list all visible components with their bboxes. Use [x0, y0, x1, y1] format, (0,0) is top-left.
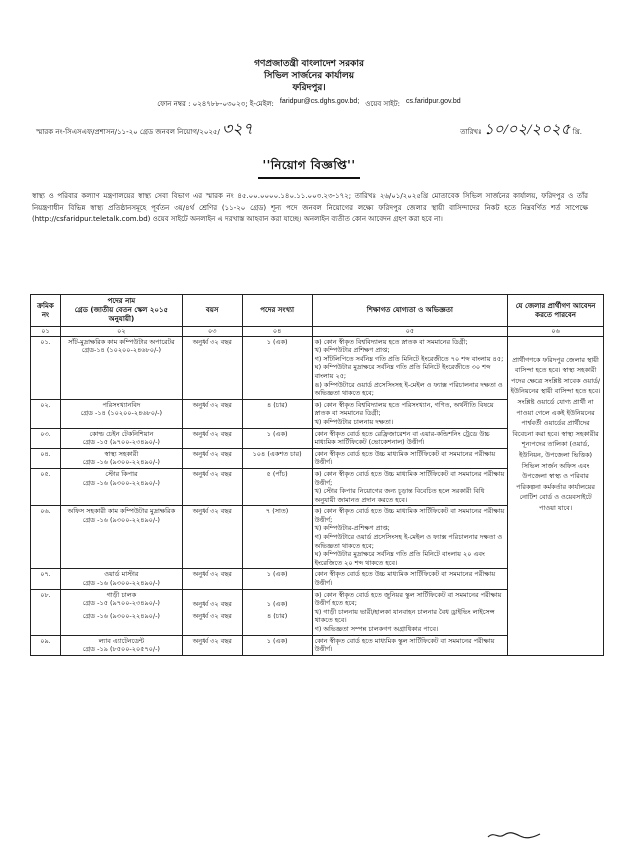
row-grade: গ্রেড -১৬ (৯৩০০-২২৪৯০/-): [82, 579, 160, 588]
row-count: ১ (এক): [242, 569, 312, 589]
row-count: [242, 589, 312, 635]
row-serial: ০৩.: [31, 428, 61, 448]
row-age: অনুর্ধ্ব ৩২ বছর: [182, 336, 242, 399]
notice-title: ''নিয়োগ বিজ্ঞপ্তি'': [258, 157, 359, 179]
row-count: ৪ (চার): [242, 399, 312, 428]
index-cell: ০৬: [508, 327, 604, 337]
row-serial: ০২.: [31, 399, 61, 428]
row-age: অনুর্ধ্ব ৩২ বছর: [182, 506, 242, 569]
index-cell: ০৪: [242, 327, 312, 337]
row-grade: গ্রেড -১৫ (৯৭০০-২৩৪৯০/-): [82, 599, 160, 608]
row-qualification: [312, 448, 508, 468]
contact-phone: ফোন নম্বর : ০২৪৭৮৮-০৩০২৩; ই-মেইল:: [157, 100, 274, 108]
signature-mark: [486, 829, 542, 841]
row-post: স্টোর কিপার: [105, 469, 138, 478]
government-name: গণপ্রজাতন্ত্রী বাংলাদেশ সরকার: [254, 59, 364, 69]
header-count: পদের সংখ্যা: [242, 295, 312, 327]
index-cell: ০১: [31, 327, 61, 337]
row-post: সাঁট-মুদ্রাক্ষরিক কাম কম্পিউটার অপারেটর: [68, 337, 175, 346]
contact-email[interactable]: faridpur@cs.dghs.gov.bd;: [279, 98, 360, 105]
row-post: ল্যাব এ্যাটেনডেন্ট: [98, 636, 145, 645]
row-post-cell: [60, 635, 182, 655]
row-grade: গ্রেড -১৪ (১০২০০-২৪৬৮০/-): [80, 409, 163, 418]
memo-row: [36, 116, 582, 143]
row-grade: গ্রেড -১৬ (৯৩০০-২২৪৯০/-): [82, 478, 160, 487]
row-grade: গ্রেড -১৬ (৯৩০০-২২৪৯০/-): [82, 458, 160, 467]
memo-date-value: ১০/০২/২০২৫: [484, 122, 571, 138]
row-grade: গ্রেড -১৯ (৮৫০০-২০৫৭০/-): [82, 645, 160, 654]
header-serial: ক্রমিক নং: [31, 295, 61, 327]
qualification-item: ক) কোন স্বীকৃত বোর্ড হতে উচ্চ মাধ্যমিক সার্টিফিকেট বা সমমানের পরীক্ষায় উত্তীর্ণ;: [314, 507, 505, 524]
row-serial: ০৭.: [31, 569, 61, 589]
row-age: অনুর্ধ্ব ৩২ বছর: [182, 635, 242, 655]
eligible-districts: প্রার্থীগণকে ফরিদপুর জেলার স্থায়ী বাসিন্দা হতে হবে। স্বাস্থ্য সহকারী পদের ক্ষেত্রে সংশ্লিষ্ট সাবেক ওয়ার্ড/ ইউনিয়নের স্থায়ী বাসিন্দা হতে হবে। সংশ্লিষ্ট ওয়ার্ডে যোগ্য প্রার্থী না পাওয়া গেলে একই ইউনিয়নের পার্শ্ববর্তী ওয়ার্ডের প্রার্থীদের বিবেচনা করা হবে। স্বাস্থ্য সহকারীর শূন্যপদের তালিকা (ওয়ার্ড, ইউনিয়ন, উপজেলা ভিত্তিক) সিভিল সার্জন অফিস এবং উপজেলা স্বাস্থ্য ও পরিবার পরিকল্পনা কর্মকর্তার কার্যালয়ের নোটিশ বোর্ড ও ওয়েবসাইটে পাওয়া যাবে।: [508, 336, 604, 655]
table-header-row: [31, 295, 604, 327]
row-count: ১০৪ (একশত চার): [242, 448, 312, 468]
row-age: অনুর্ধ্ব ৩২ বছর: [182, 468, 242, 505]
row-qualification: [312, 399, 508, 428]
qualification-item: কোন স্বীকৃত বোর্ড হতে রেফ্রিজারেশন বা এয়ার-কন্ডিশনিং ট্রেডে উচ্চ মাধ্যমিক সার্টিফিকেট (ভোকেশনাল) উত্তীর্ণ।: [314, 429, 490, 447]
qualification-item: গ) অভিজ্ঞতা সম্পন্ন চালকগণ অগ্রাধিকার পাবে।: [314, 625, 439, 633]
memo-date-label: তারিখঃ: [460, 128, 482, 136]
row-post-cell: [60, 399, 182, 428]
row-post-cell: [60, 336, 182, 399]
qualification-item: খ) কম্পিউটার চালনায় দক্ষতা।: [314, 417, 394, 426]
letterhead: [0, 58, 618, 110]
memo-date: [460, 118, 582, 143]
row-post: স্বাস্থ্য সহকারী: [104, 449, 139, 458]
qualification-item: খ) স্টোর কিপার নিয়োগের জন্য চূড়ান্ত বিবেচিত হলে সরকারী বিধি অনুযায়ী জামানত প্রদান করতে হবে।: [314, 487, 485, 504]
row-age: অনুর্ধ্ব ৩২ বছর: [182, 448, 242, 468]
row-post: অফিস সহকারী কাম কম্পিউটার মুদ্রাক্ষরিক: [67, 507, 176, 516]
qualification-item: গ) কম্পিউটারে ওয়ার্ড প্রসেসিংসহ ই-মেইল ও ফ্যাক্স পরিচালনার দক্ষতা ও অভিজ্ঞতা থাকতে হবে;: [314, 533, 503, 550]
header-post-grade: [60, 295, 182, 327]
row-qualification: [312, 506, 508, 569]
qualification-item: খ) গাড়ী চালনায় ভারী/হালকা যানবাহন চালনার বৈধ ড্রাইভিং লাইসেন্স থাকতে হবে।: [314, 607, 495, 625]
row-qualification: [312, 336, 508, 399]
row-serial: ০৯.: [31, 635, 61, 655]
row-post: গাড়ী চালক: [106, 590, 137, 599]
row-qualification: [312, 569, 508, 589]
qualification-item: কোন স্বীকৃত বোর্ড হতে মাধ্যমিক স্কুল সার্টিফিকেট বা সমমানের পরীক্ষায় উত্তীর্ণ।: [314, 636, 495, 654]
row-post-cell: [60, 589, 182, 635]
qualification-item: ঘ) কম্পিউটার মুদ্রাক্ষরে সর্বনিম্ন গতি প্রতি মিনিটে ইংরেজীতে ৩০ শব্দ বাংলায় ২৫;: [314, 363, 491, 380]
contact-website[interactable]: cs.faridpur.gov.bd: [405, 98, 461, 105]
row-grade: গ্রেড -১৫ (৯৭০০-২৩৪৯০/-): [82, 438, 160, 447]
row-qualification: [312, 589, 508, 635]
memo-ref-number: ৩২৭: [221, 121, 254, 138]
office-name: সিভিল সার্জনের কার্যালয়: [263, 71, 355, 81]
row-age-secondary: অনুর্ধ্ব ৩২ বছর: [192, 612, 232, 621]
qualification-item: কোন স্বীকৃত বোর্ড হতে উচ্চ মাধ্যমিক সার্টিফিকেট বা সমমানের পরীক্ষায় উত্তীর্ণ।: [314, 570, 496, 588]
row-count: ৫ (পাঁচ): [242, 468, 312, 505]
row-count-secondary: ৪ (চার): [266, 612, 288, 621]
qualification-item: ক) কোন স্বীকৃত বিশ্ববিদ্যালয় হতে পরিসংখ্যান, গণিত, অর্থনীতি বিষয়ে স্নাতক বা সমমানের ডিগ্রী;: [314, 400, 494, 418]
qualification-item: ঙ) কম্পিউটারে ওয়ার্ড প্রসেসিংসহ ই-মেইল ও ফ্যাক্স পরিচালনার দক্ষতা ও অভিজ্ঞতা থাকতে হবে;: [314, 380, 503, 398]
qualification-item: ঘ) কম্পিউটার মুদ্রাক্ষরে সর্বনিম্ন গতি প্রতি মিনিটে বাংলায় ২০ এবং ইংরেজিতে ২০ শব্দ থাকতে হবে।: [314, 550, 485, 567]
row-grade: গ্রেড -১৬ (৯৩০০-২২৪৯০/-): [82, 515, 160, 524]
row-age: অনুর্ধ্ব ৩২ বছর: [182, 399, 242, 428]
table-index-row: [31, 327, 604, 337]
office-location: ফরিদপুর।: [292, 83, 326, 93]
intro-paragraph: স্বাস্থ্য ও পরিবার কল্যাণ মন্ত্রণালয়ের স্বাস্থ্য সেবা বিভাগ এর স্মারক নং ৪৫.০০.০০০০.১৪০.১১.০০৩.২৩-১৭২; তারিখঃ ২৬/০১/২০২৫খ্রি মোতাবেক সিভিল সার্জনের কার্যালয়, ফরিদপুর ও তাঁর নিয়ন্ত্রণাধীন বিভিন্ন স্বাস্থ্য প্রতিষ্ঠানসমূহে পূর্বতন ৩য়/৪র্থ শ্রেণির (১১-২০ গ্রেড) শূন্য পদে জনবল নিয়োগের লক্ষ্যে ফরিদপুর জেলার স্থায়ী বাসিন্দাদের নিকট হতে নিম্নবর্ণিত শর্ত সাপেক্ষে (http://csfaridpur.teletalk.com.bd) ওয়েব সাইটে অনলাইন এ দরখাস্ত আহবান করা যাচ্ছে। অনলাইন ব্যতীত কোন আবেদন গ্রহণ করা হবে না।: [32, 192, 588, 223]
qualification-item: ক) কোন স্বীকৃত বোর্ড হতে জুনিয়র স্কুল সার্টিফিকেট বা সমমানের পরীক্ষায় উত্তীর্ণ হতে হবে;: [314, 590, 502, 608]
qualification-item: ক) কোন স্বীকৃত বিশ্ববিদ্যালয় হতে স্নাতক বা সমমানের ডিগ্রী;: [314, 337, 468, 346]
qualification-item: খ) কম্পিউটার-প্রশিক্ষণ প্রাপ্ত;: [314, 524, 390, 533]
header-eligible: যে জেলার প্রার্থীগণ আবেদন করতে পারবেন: [508, 295, 604, 327]
row-count: ৭ (সাত): [242, 506, 312, 569]
header-grade: গ্রেড (জাতীয় বেতন স্কেল ২০১৫ অনুযায়ী): [74, 306, 169, 323]
qualification-item: কোন স্বীকৃত বোর্ড হতে উচ্চ মাধ্যমিক সার্টিফিকেট বা সমমানের পরীক্ষায় উত্তীর্ণ।: [314, 449, 496, 467]
row-serial: ০৫.: [31, 468, 61, 505]
qualification-item: খ) কম্পিউটার প্রশিক্ষণ প্রাপ্ত;: [314, 346, 390, 355]
row-serial: ০১.: [31, 336, 61, 399]
contact-line: [0, 98, 618, 110]
row-age: [182, 589, 242, 635]
contact-web-label: ওয়েব সাইট:: [365, 100, 400, 108]
row-post-cell: [60, 448, 182, 468]
header-qualification: শিক্ষাগত যোগ্যতা ও অভিজ্ঞতা: [312, 295, 508, 327]
row-count: ১ (এক): [242, 428, 312, 448]
memo-date-suffix: খ্রি.: [572, 128, 582, 136]
row-qualification: [312, 468, 508, 505]
row-post: কোল্ড চেইন টেকনিশিয়ান: [89, 429, 154, 438]
row-count-primary: ১ (এক): [266, 599, 288, 608]
vacancy-table: [30, 294, 604, 656]
row-grade-secondary: গ্রেড -১৬ (৯৩০০-২২৪৯০/-): [82, 611, 160, 620]
table-row: [31, 336, 604, 399]
row-count: ১ (এক): [242, 336, 312, 399]
row-post-cell: [60, 468, 182, 505]
header-age: বয়স: [182, 295, 242, 327]
row-post: ওয়ার্ড মাস্টার: [104, 570, 139, 579]
row-serial: ০৮.: [31, 589, 61, 635]
row-post-cell: [60, 428, 182, 448]
index-cell: ০৫: [312, 327, 508, 337]
row-post-cell: [60, 569, 182, 589]
notice-title-wrap: [0, 157, 618, 179]
memo-ref-prefix: স্মারক নং-সিএসএফ/প্রশাসন/১১-২০ গ্রেড জনবল নিয়োগ/২০২৫/: [36, 128, 220, 136]
index-cell: ০২: [60, 327, 182, 337]
qualification-item: গ) সাঁটলিপিতে সর্বনিম্ন গতি প্রতি মিনিটে ইংরেজীতে ৭০ শব্দ বাংলায় ৪৫;: [314, 354, 504, 363]
row-post-cell: [60, 506, 182, 569]
qualification-item: ক) কোন স্বীকৃত বোর্ড হতে উচ্চ মাধ্যমিক সার্টিফিকেট বা সমমানের পরীক্ষায় উত্তীর্ণ;: [314, 469, 505, 487]
header-post: পদের নাম: [107, 297, 136, 305]
row-age: অনুর্ধ্ব ৩২ বছর: [182, 428, 242, 448]
row-grade: গ্রেড-১৪ (১০২০০-২৪৬৮০/-): [81, 346, 162, 355]
row-count: ১ (এক): [242, 635, 312, 655]
memo-reference: [36, 116, 253, 143]
row-serial: ০৪.: [31, 448, 61, 468]
row-age: অনুর্ধ্ব ৩২ বছর: [182, 569, 242, 589]
row-qualification: [312, 635, 508, 655]
row-qualification: [312, 428, 508, 448]
row-post: পরিসংখ্যানবিদ: [102, 400, 141, 409]
index-cell: ০৩: [182, 327, 242, 337]
row-age-primary: অনুর্ধ্ব ৩২ বছর: [192, 599, 232, 608]
row-serial: ০৬.: [31, 506, 61, 569]
